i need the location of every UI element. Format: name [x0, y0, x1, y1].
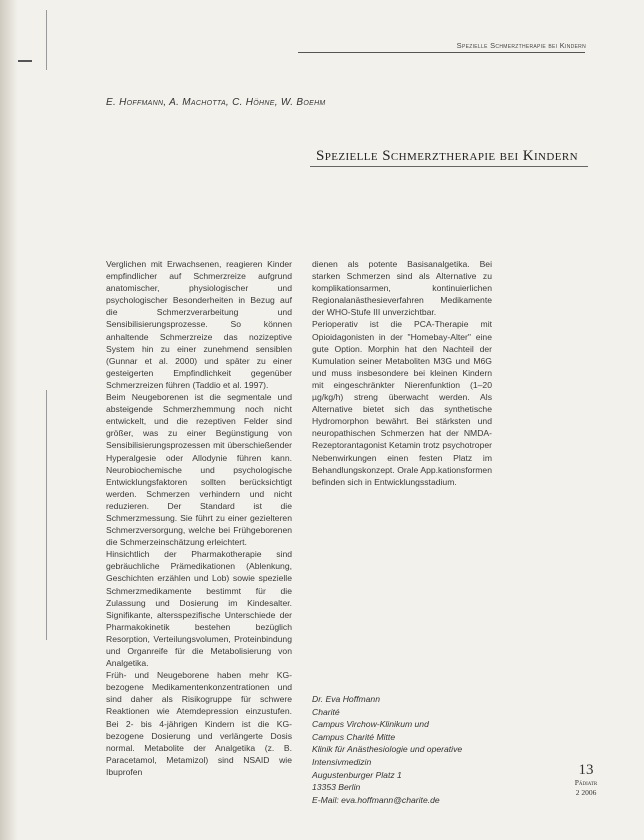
- journal-name: Pädiatr: [574, 778, 598, 787]
- journal-issue: 2 2006: [575, 788, 597, 797]
- paragraph: Früh- und Neugeborene haben mehr KG-bezogene Medikamentenkonzentrationen und sind daher als Risikogruppe für schwere Reaktionen wie Atemdepression einzustufen. Bei 2- bis 4-jährigen Kindern ist die KG-bezogene Dosierung und verlängerte Dosis normal. Metabolite der Analgetika (z. B. Paracetamol, Metamizol) sind NSAID wie Ibuprofen: [106, 670, 292, 777]
- text-column-left: [106, 258, 292, 778]
- paragraph: Perioperativ ist die PCA-Therapie mit Opioidagonisten in der "Homebay-Alter" eine gute Option. Morphin hat den Nachteil der Kumulation seiner Metaboliten M3G und M6G und muss insbesondere bei kleinen Kindern mit eingeschränkter Nierenfunktion (1–20 µg/kg/h) streng überwacht werden. Als Alternative bietet sich das synthetische Hydromorphon bewährt. Bei stärksten und neuropathischen Schmerzen hat der NMDA-Rezeptorantagonist Ketamin trotz psychotroper Nebenwirkungen einen festen Platz im Behandlungskonzept. Orale App.kationsformen befinden sich in Entwicklungsstadium.: [312, 319, 492, 487]
- page-number: 13: [578, 762, 594, 778]
- address-line: Campus Charité Mitte: [312, 731, 396, 742]
- margin-line: [46, 10, 47, 70]
- paragraph: Hinsichtlich der Pharmakotherapie sind gebräuchliche Prämedikationen (Ablenkung, Geschichten erzählen und Lob) sowie spezielle Schmerzmedikamente bestimmt für die Zulassung und Dosierung im Kindesalter. Signifikante, altersspezifische Unterschiede der Pharmakokinetik bestehen bezüglich Resorption, Verteilungsvolumen, Proteinbindung und Organreife für die Metabolisierung von Analgetika.: [106, 549, 292, 669]
- address-line: Dr. Eva Hoffmann: [312, 694, 380, 704]
- paragraph: Beim Neugeborenen ist die segmentale und absteigende Schmerzhemmung noch nicht entwickelt, und die rezeptiven Felder sind größer, was zu einer Begünstigung von Sensibilisierungsprozessen mit überschießender Hyperalgesie oder Allodynie führen kann. Neurobiochemische und psychologische Entwicklungsfaktoren sollten berücksichtigt werden. Schmerzen verhindern und nicht reduzieren. Der Standard ist die Schmerzmessung. Sie führt zu einer gezielteren Schmerzversorgung, welche bei Frühgeborenen die Schmerzeinschätzung erleichtert.: [106, 392, 292, 548]
- header-rule: [298, 52, 585, 53]
- address-line: Augustenburger Platz 1: [312, 769, 402, 780]
- page-folio: [566, 762, 606, 798]
- author-list: E. Hoffmann, A. Machotta, C. Höhne, W. Boehm: [106, 97, 326, 108]
- paragraph: dienen als potente Basisanalgetika. Bei starken Schmerzen sind als Alternative zu komplikationsarmen, kontinuierlichen Regionalanästhesieverfahren Medikamente der WHO-Stufe III unverzichtbar.: [312, 259, 492, 318]
- correspondence-address: [312, 693, 502, 806]
- address-line: Charité: [312, 706, 340, 717]
- article-title: Spezielle Schmerztherapie bei Kindern: [316, 148, 578, 164]
- margin-line: [46, 390, 47, 640]
- address-line: Intensivmedizin: [312, 756, 372, 767]
- running-header: Spezielle Schmerztherapie bei Kindern: [456, 41, 586, 50]
- text-column-right: [312, 258, 492, 488]
- scan-gutter-shadow: [0, 0, 18, 840]
- paragraph: Verglichen mit Erwachsenen, reagieren Kinder empfindlicher auf Schmerzreize aufgrund anatomischer, physiologischer und psychologischer Besonderheiten in Bezug auf die Schmerzverarbeitung und Sensibilisierungsprozesse. So können anhaltende Schmerzreize das nozizeptive System hin zu einer zunehmend sensiblen (Gunnar et al. 2000) und später zu einer gesteigerten Empfindlichkeit gegenüber Schmerzreizen führen (Taddio et al. 1997).: [106, 259, 292, 390]
- address-line: Campus Virchow-Klinikum und: [312, 719, 429, 730]
- address-line: Klinik für Anästhesiologie und operative: [312, 744, 463, 755]
- email-line: E-Mail: eva.hoffmann@charite.de: [312, 794, 440, 805]
- address-line: 13353 Berlin: [312, 782, 361, 793]
- margin-tick: [18, 60, 32, 62]
- title-rule: [310, 166, 588, 167]
